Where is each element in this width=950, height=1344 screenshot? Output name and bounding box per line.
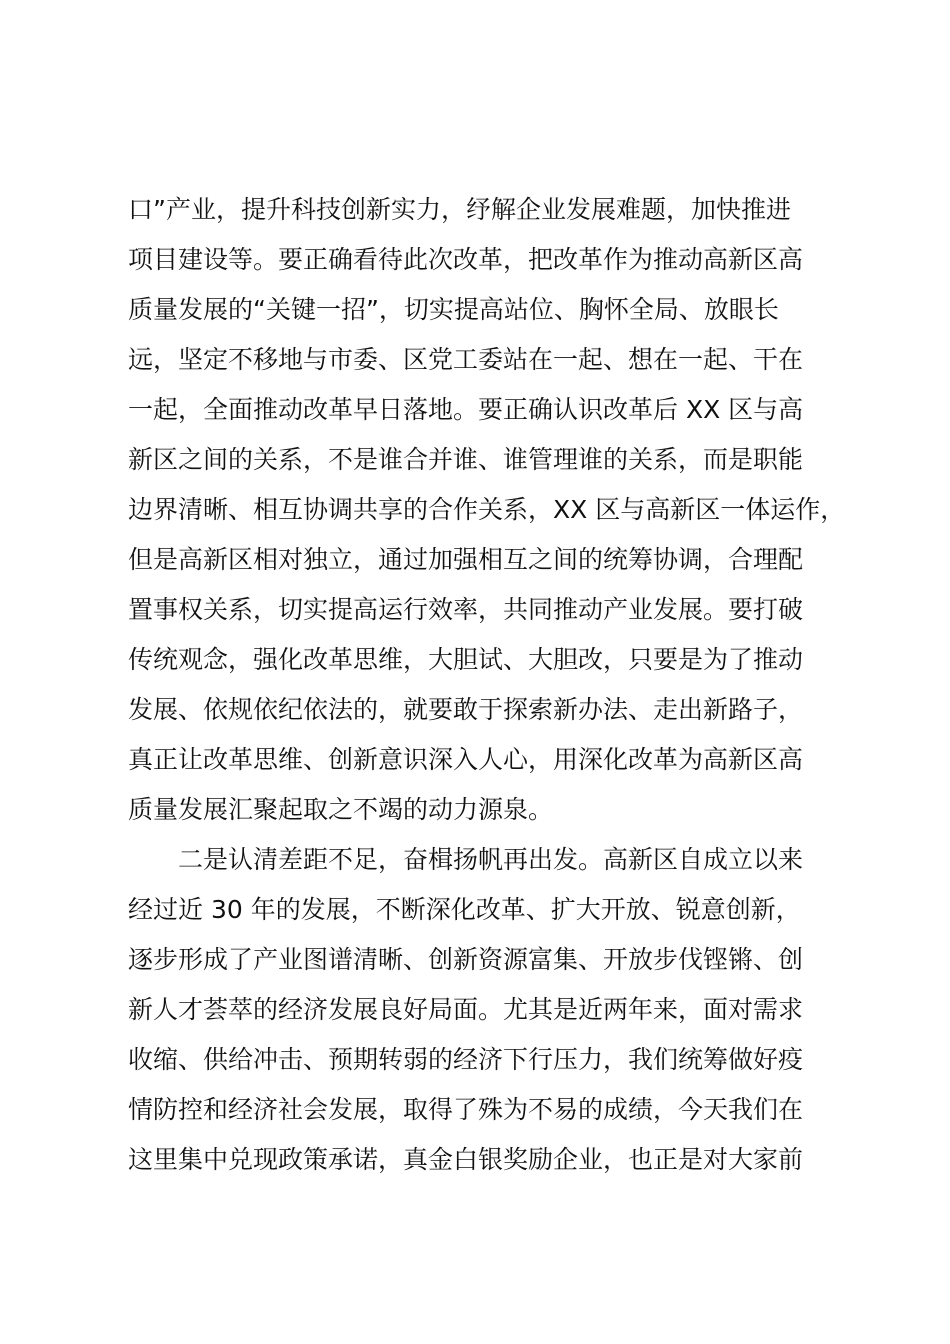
text-line: 置事权关系，切实提高运行效率，共同推动产业发展。要打破 [128,595,804,624]
text-line: 真正让改革思维、创新意识深入人心，用深化改革为高新区高 [128,745,804,774]
text-line: 经过近 30 年的发展，不断深化改革、扩大开放、锐意创新， [128,895,801,924]
text-line: 边界清晰、相互协调共享的合作关系，XX 区与高新区一体运作， [128,495,846,524]
text-line: 新人才荟萃的经济发展良好局面。尤其是近两年来，面对需求 [128,995,804,1024]
text-line: 发展、依规依纪依法的，就要敢于探索新办法、走出新路子， [128,695,804,724]
text-line: 远，坚定不移地与市委、区党工委站在一起、想在一起、干在 [128,345,804,374]
text-line: 收缩、供给冲击、预期转弱的经济下行压力，我们统筹做好疫 [128,1045,804,1074]
text-line: 质量发展汇聚起取之不竭的动力源泉。 [128,795,554,824]
text-line: 一起，全面推动改革早日落地。要正确认识改革后 XX 区与高 [128,395,804,424]
text-line: 传统观念，强化改革思维，大胆试、大胆改，只要是为了推动 [128,645,804,674]
text-line: 逐步形成了产业图谱清晰、创新资源富集、开放步伐铿锵、创 [128,945,804,974]
text-line: 情防控和经济社会发展，取得了殊为不易的成绩，今天我们在 [128,1095,804,1124]
text-line: 但是高新区相对独立，通过加强相互之间的统筹协调，合理配 [128,545,804,574]
text-line: 质量发展的“关键一招”，切实提高站位、胸怀全局、放眼长 [128,295,779,324]
paragraph-start-line: 二是认清差距不足，奋楫扬帆再出发。高新区自成立以来 [178,845,804,874]
text-line: 项目建设等。要正确看待此次改革，把改革作为推动高新区高 [128,245,804,274]
text-line: 新区之间的关系，不是谁合并谁、谁管理谁的关系，而是职能 [128,445,804,474]
text-line: 这里集中兑现政策承诺，真金白银奖励企业，也正是对大家前 [128,1145,804,1174]
body-text [128,185,846,1185]
text-line: 口”产业，提升科技创新实力，纾解企业发展难题，加快推进 [128,195,791,224]
